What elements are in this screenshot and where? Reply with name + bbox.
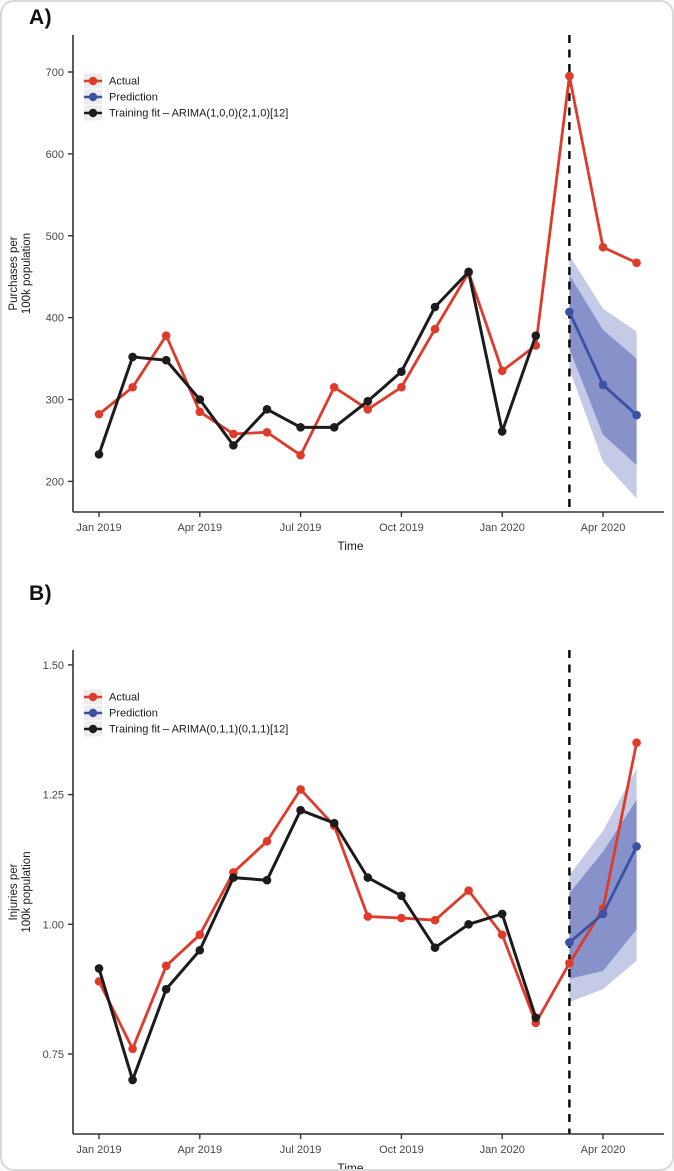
actual-point (364, 912, 373, 921)
actual-point (498, 930, 507, 939)
y-tick-label: 600 (45, 148, 64, 161)
y-tick-label: 300 (45, 394, 64, 407)
training-fit-point (364, 873, 373, 882)
x-tick-label: Jul 2019 (279, 1144, 322, 1156)
training-fit-point (162, 985, 171, 994)
training-fit-point (498, 427, 507, 436)
training-fit-point (263, 876, 272, 885)
training-fit-point (296, 806, 305, 815)
training-fit-point (498, 910, 507, 919)
training-fit-point (263, 405, 272, 414)
legend-label: Actual (109, 691, 140, 704)
y-tick-label: 1.00 (42, 919, 64, 932)
training-fit-point (162, 356, 171, 365)
training-fit-point (431, 943, 440, 952)
prediction-point (565, 938, 574, 947)
training-fit-point (397, 367, 406, 376)
prediction-point (599, 380, 608, 389)
y-tick-label: 200 (45, 476, 64, 489)
y-axis-title-line: 100k population (21, 232, 33, 315)
legend-label: Training fit – ARIMA(1,0,0)(2,1,0)[12] (109, 107, 289, 120)
training-fit-point (128, 353, 137, 362)
legend-label: Prediction (109, 91, 158, 104)
prediction-point (632, 411, 641, 420)
actual-point (498, 367, 507, 376)
actual-point (196, 408, 205, 417)
x-axis-title: Time (337, 1161, 364, 1171)
actual-point (632, 738, 641, 747)
x-tick-label: Jan 2020 (479, 522, 525, 534)
x-tick-label: Apr 2020 (580, 1144, 626, 1156)
y-tick-label: 0.75 (42, 1049, 64, 1061)
panel-b-chart (2, 577, 674, 1171)
actual-point (128, 383, 137, 392)
training-fit-point (229, 873, 238, 882)
y-axis-title-line: Purchases per (8, 236, 20, 311)
x-tick-label: Jul 2019 (279, 522, 322, 534)
panel-b-label: B) (29, 582, 53, 605)
legend-key-point (89, 77, 97, 85)
training-fit-point (128, 1076, 137, 1085)
training-fit-point (229, 441, 238, 450)
training-fit-point (330, 423, 339, 432)
actual-point (263, 837, 272, 846)
training-fit-point (95, 450, 104, 459)
actual-point (364, 405, 373, 414)
y-tick-label: 400 (45, 312, 64, 325)
actual-point (263, 428, 272, 437)
actual-point (330, 383, 339, 392)
actual-point (128, 1045, 137, 1054)
actual-point (162, 331, 171, 340)
training-fit-point (196, 395, 205, 404)
x-tick-label: Apr 2019 (177, 522, 223, 534)
actual-point (196, 930, 205, 939)
training-fit-line (99, 810, 536, 1080)
x-tick-label: Jan 2019 (76, 522, 122, 534)
panel-a-chart (2, 2, 674, 577)
panel-a-label: A) (29, 6, 53, 29)
training-fit-point (397, 891, 406, 900)
x-tick-label: Apr 2020 (580, 522, 626, 534)
training-fit-point (532, 331, 541, 340)
legend-key-point (89, 109, 97, 117)
legend-label: Prediction (109, 707, 158, 720)
x-tick-label: Jan 2020 (479, 1144, 525, 1156)
y-tick-label: 1.25 (42, 789, 64, 802)
actual-point (229, 430, 238, 439)
prediction-point (565, 308, 574, 317)
legend-label: Actual (109, 75, 140, 88)
training-fit-point (95, 964, 104, 973)
actual-point (296, 451, 305, 460)
training-fit-point (330, 819, 339, 828)
legend-label: Training fit – ARIMA(0,1,1)(0,1,1)[12] (109, 723, 289, 736)
actual-line (99, 743, 637, 1049)
actual-point (565, 959, 574, 968)
y-axis-title-line: 100k population (21, 851, 33, 933)
x-tick-label: Jan 2019 (76, 1144, 122, 1156)
prediction-point (599, 910, 608, 919)
x-tick-label: Oct 2019 (379, 1144, 424, 1156)
actual-point (397, 914, 406, 923)
training-fit-point (464, 920, 473, 929)
actual-point (162, 962, 171, 971)
training-fit-point (196, 946, 205, 955)
y-tick-label: 500 (45, 230, 64, 243)
x-axis-title: Time (337, 539, 364, 553)
training-fit-point (532, 1013, 541, 1022)
actual-point (431, 916, 440, 925)
y-axis-title-line: Injuries per (8, 863, 20, 921)
training-fit-point (364, 397, 373, 406)
prediction-point (632, 842, 641, 851)
x-tick-label: Oct 2019 (379, 522, 424, 534)
legend-key-point (89, 709, 97, 717)
actual-point (397, 383, 406, 392)
actual-point (296, 785, 305, 794)
legend-key-point (89, 725, 97, 733)
x-tick-label: Apr 2019 (177, 1144, 223, 1156)
actual-point (632, 258, 641, 267)
y-tick-label: 700 (45, 67, 64, 79)
actual-point (431, 325, 440, 334)
training-fit-point (431, 303, 440, 312)
y-tick-label: 1.50 (42, 659, 64, 672)
actual-point (565, 72, 574, 81)
actual-point (599, 243, 608, 252)
actual-point (464, 886, 473, 895)
legend-key-point (89, 93, 97, 101)
training-fit-point (296, 423, 305, 432)
legend-key-point (89, 693, 97, 701)
actual-point (95, 410, 104, 419)
training-fit-point (464, 267, 473, 276)
